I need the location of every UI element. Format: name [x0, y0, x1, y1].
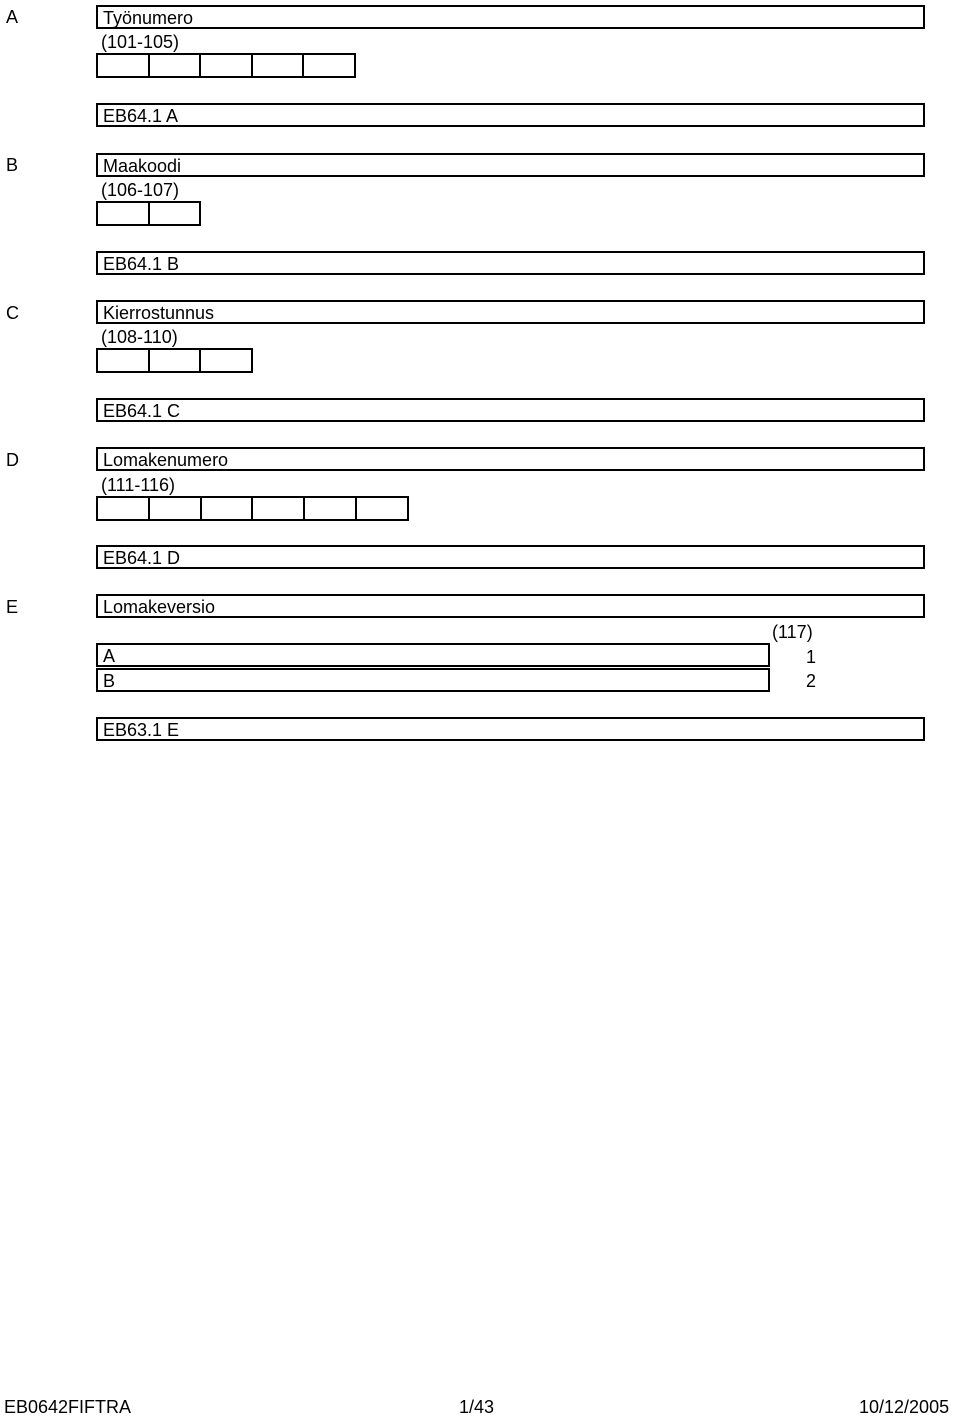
option-code: 1	[806, 647, 817, 667]
column-range: (101-105)	[101, 32, 180, 52]
option-row[interactable]	[96, 668, 770, 692]
section-letter: D	[6, 450, 19, 470]
section-title: Lomakenumero	[103, 450, 229, 470]
section-title-bar	[96, 300, 925, 324]
option-code: 2	[806, 671, 817, 691]
column-range: (106-107)	[101, 180, 180, 200]
page-number: 1/43	[459, 1397, 495, 1417]
reference-bar	[96, 545, 925, 569]
section-title-bar	[96, 153, 925, 177]
document-id: EB0642FIFTRA	[4, 1397, 132, 1417]
code-entry-boxes[interactable]	[96, 53, 356, 78]
section-title-bar	[96, 447, 925, 471]
option-row[interactable]	[96, 643, 770, 667]
reference-label: EB64.1 A	[103, 106, 179, 126]
reference-bar	[96, 717, 925, 741]
reference-bar	[96, 103, 925, 127]
code-box[interactable]	[253, 55, 305, 76]
section-title: Kierrostunnus	[103, 303, 215, 323]
code-box[interactable]	[202, 498, 254, 519]
code-box[interactable]	[201, 350, 251, 371]
section-letter: B	[6, 155, 19, 175]
section-title: Lomakeversio	[103, 597, 216, 617]
code-box[interactable]	[201, 55, 253, 76]
reference-label: EB63.1 E	[103, 720, 180, 740]
section-title-bar	[96, 5, 925, 29]
code-box[interactable]	[150, 55, 202, 76]
code-box[interactable]	[98, 498, 150, 519]
code-box[interactable]	[357, 498, 407, 519]
column-range: (111-116)	[101, 475, 176, 495]
code-box[interactable]	[304, 55, 354, 76]
code-column-header: (117)	[772, 622, 813, 642]
reference-bar	[96, 398, 925, 422]
section-letter: E	[6, 597, 19, 617]
code-box[interactable]	[98, 350, 150, 371]
reference-label: EB64.1 D	[103, 548, 181, 568]
section-title: Maakoodi	[103, 156, 182, 176]
code-box[interactable]	[305, 498, 357, 519]
section-title-bar	[96, 594, 925, 618]
section-letter: C	[6, 303, 19, 323]
code-box[interactable]	[253, 498, 305, 519]
code-entry-boxes[interactable]	[96, 496, 409, 521]
code-box[interactable]	[98, 55, 150, 76]
reference-label: EB64.1 B	[103, 254, 180, 274]
reference-bar	[96, 251, 925, 275]
column-range: (108-110)	[101, 327, 178, 347]
code-box[interactable]	[150, 203, 200, 224]
section-title: Työnumero	[103, 8, 194, 28]
option-label: B	[103, 671, 116, 691]
option-label: A	[103, 646, 116, 666]
code-entry-boxes[interactable]	[96, 348, 253, 373]
section-letter: A	[6, 7, 19, 27]
code-entry-boxes[interactable]	[96, 201, 201, 226]
code-box[interactable]	[98, 203, 150, 224]
code-box[interactable]	[150, 350, 202, 371]
document-date: 10/12/2005	[859, 1397, 950, 1417]
code-box[interactable]	[150, 498, 202, 519]
reference-label: EB64.1 C	[103, 401, 181, 421]
